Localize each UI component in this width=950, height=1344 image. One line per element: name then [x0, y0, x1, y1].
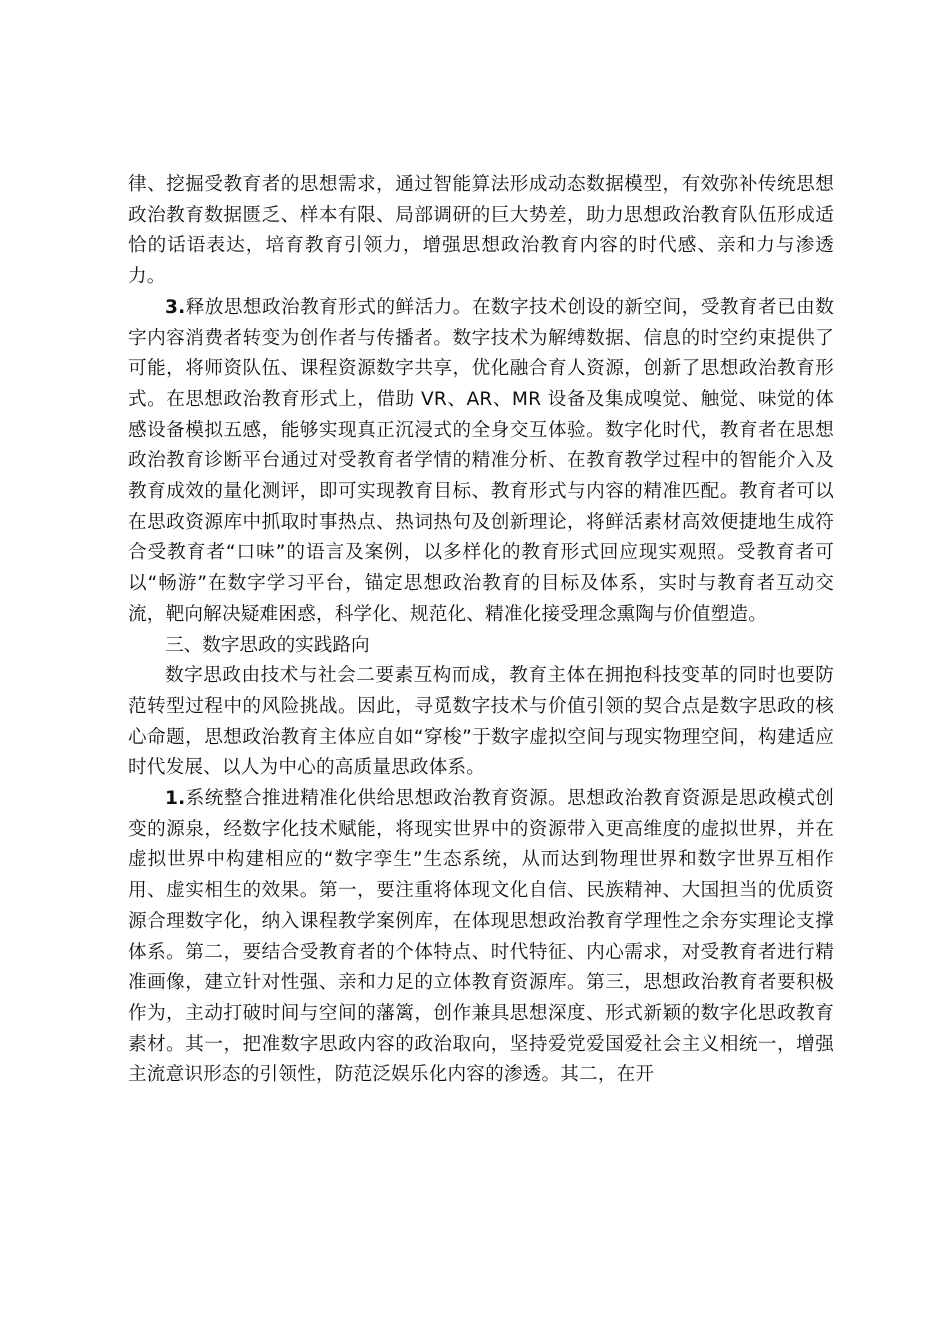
section-heading	[128, 631, 834, 662]
paragraph-section-3	[128, 293, 834, 631]
paragraph-number: 3.	[165, 296, 186, 318]
paragraph-text: 律、挖掘受教育者的思想需求，通过智能算法形成动态数据模型，有效弥补传统思想政治教育数据匮乏、样本有限、局部调研的巨大势差，助力思想政治教育队伍形成适恰的话语表达，培育教育引领力，增强思想政治教育内容的时代感、亲和力与渗透力。	[128, 174, 834, 288]
paragraph-intro	[128, 661, 834, 784]
paragraph-text: 数字思政由技术与社会二要素互构而成，教育主体在拥抱科技变革的同时也要防范转型过程中的风险挑战。因此，寻觅数字技术与价值引领的契合点是数字思政的核心命题，思想政治教育主体应自如“穿梭”于数字虚拟空间与现实物理空间，构建适应时代发展、以人为中心的高质量思政体系。	[128, 665, 834, 779]
paragraph-number: 1.	[165, 788, 186, 810]
section-heading-text: 三、数字思政的实践路向	[165, 634, 370, 656]
paragraph-section-1	[128, 784, 834, 1091]
paragraph-continuation	[128, 170, 834, 293]
document-page	[128, 170, 834, 1091]
paragraph-text: 系统整合推进精准化供给思想政治教育资源。思想政治教育资源是思政模式创变的源泉，经数字化技术赋能，将现实世界中的资源带入更高维度的虚拟世界，并在虚拟世界中构建相应的“数字孪生”生态系统，从而达到物理世界和数字世界互相作用、虚实相生的效果。第一，要注重将体现文化自信、民族精神、大国担当的优质资源合理数字化，纳入课程教学案例库，在体现思想政治教育学理性之余夯实理论支撑体系。第二，要结合受教育者的个体特点、时代特征、内心需求，对受教育者进行精准画像，建立针对性强、亲和力足的立体教育资源库。第三，思想政治教育者要积极作为，主动打破时间与空间的藩篱，创作兼具思想深度、形式新颖的数字化思政教育素材。其一，把准数字思政内容的政治取向，坚持爱党爱国爱社会主义相统一，增强主流意识形态的引领性，防范泛娱乐化内容的渗透。其二，在开	[128, 788, 834, 1086]
paragraph-text: 释放思想政治教育形式的鲜活力。在数字技术创设的新空间，受教育者已由数字内容消费者转变为创作者与传播者。数字技术为解缚数据、信息的时空约束提供了可能，将师资队伍、课程资源数字共享，优化融合育人资源，创新了思想政治教育形式。在思想政治教育形式上，借助 VR、AR、MR 设备及集成嗅觉、触觉、味觉的体感设备模拟五感，能够实现真正沉浸式的全身交互体验。数字化时代，教育者在思想政治教育诊断平台通过对受教育者学情的精准分析、在教育教学过程中的智能介入及教育成效的量化测评，即可实现教育目标、教育形式与内容的精准匹配。教育者可以在思政资源库中抓取时事热点、热词热句及创新理论，将鲜活素材高效便捷地生成符合受教育者“口味”的语言及案例，以多样化的教育形式回应现实观照。受教育者可以“畅游”在数字学习平台，锚定思想政治教育的目标及体系，实时与教育者互动交流，靶向解决疑难困惑，科学化、规范化、精准化接受理念熏陶与价值塑造。	[128, 296, 834, 625]
